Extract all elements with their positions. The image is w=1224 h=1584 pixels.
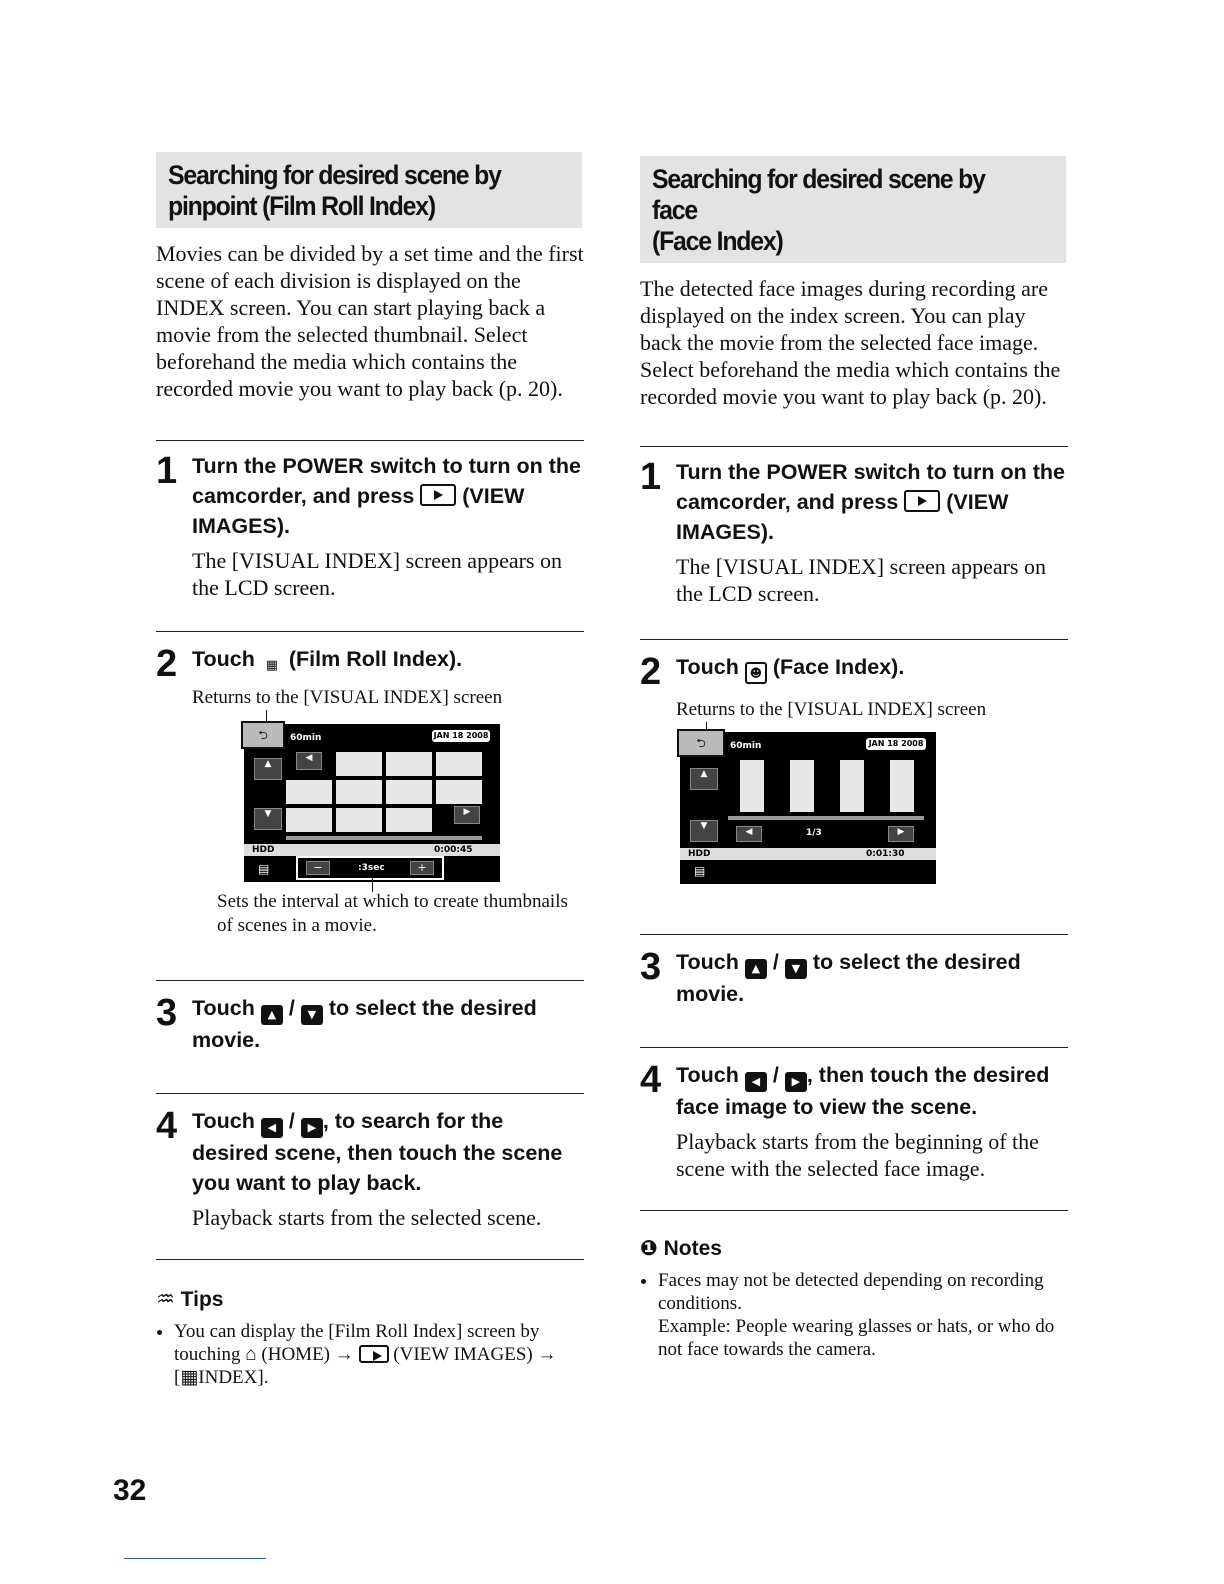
interval-control xyxy=(296,856,444,880)
step-number: 1 xyxy=(156,450,178,492)
divider xyxy=(640,934,1068,935)
date-label: JAN 18 2008 xyxy=(433,731,489,740)
step-title: Touch ☻ (Face Index). xyxy=(676,652,1068,684)
media-label: HDD xyxy=(688,849,711,859)
interval-minus-button[interactable]: − xyxy=(306,861,330,875)
film-icon: ▤ xyxy=(694,864,706,878)
caption-interval: Sets the interval at which to create thumbnails of scenes in a movie. xyxy=(217,891,568,936)
next-button[interactable]: ▶ xyxy=(454,806,480,824)
left-step-3 xyxy=(156,993,584,1055)
divider xyxy=(640,1210,1068,1211)
step-number: 3 xyxy=(640,946,662,988)
step-body: Playback starts from the selected scene. xyxy=(192,1205,542,1230)
divider xyxy=(640,446,1068,447)
lightbulb-icon: ♒ xyxy=(156,1288,175,1311)
up-button[interactable]: ▲ xyxy=(254,758,282,780)
divider xyxy=(156,631,584,632)
return-button[interactable]: ⮌ xyxy=(677,729,725,757)
thumbnail[interactable] xyxy=(286,808,332,832)
view-images-icon xyxy=(420,484,456,506)
right-heading-box xyxy=(640,156,1066,263)
divider xyxy=(156,1259,584,1260)
divider xyxy=(156,440,584,441)
face-thumbnail[interactable] xyxy=(840,760,864,812)
tips-title: ♒ Tips xyxy=(156,1288,224,1311)
page-indicator: 1/3 xyxy=(806,828,822,838)
date-label: JAN 18 2008 xyxy=(866,738,926,750)
down-arrow-icon: ▼ xyxy=(785,959,807,979)
timeline-bar xyxy=(728,816,924,820)
right-heading xyxy=(652,164,1024,257)
media-label: HDD xyxy=(252,845,275,855)
right-intro: The detected face images during recording are displayed on the index screen. You can play back the movie from the selected face image. Select beforehand the media which contains the recorded movie you want to play back (p. 20). xyxy=(640,276,1061,409)
thumbnail[interactable] xyxy=(336,780,382,804)
time-label: 0:01:30 xyxy=(866,849,905,859)
tip-item: • You can display the [Film Roll Index] screen by touching ⌂ (HOME) → (VIEW IMAGES) → [▦INDEX]. xyxy=(174,1320,584,1389)
step-number: 3 xyxy=(156,992,178,1034)
return-button[interactable]: ⮌ xyxy=(241,721,285,749)
next-button[interactable]: ▶ xyxy=(888,826,914,842)
thumbnail[interactable] xyxy=(436,752,482,776)
thumbnail[interactable] xyxy=(336,752,382,776)
step-title: Touch ▲ / ▼ to select the desired movie. xyxy=(676,950,1021,1006)
interval-label: :3sec xyxy=(358,863,385,873)
view-images-icon xyxy=(359,1345,389,1363)
divider xyxy=(640,1047,1068,1048)
right-heading-line1: Searching for desired scene by face xyxy=(652,164,985,225)
step-body: Playback starts from the beginning of the scene with the selected face image. xyxy=(676,1129,1039,1181)
left-step-2 xyxy=(156,644,584,938)
thumbnail[interactable] xyxy=(386,808,432,832)
face-thumbnail[interactable] xyxy=(890,760,914,812)
right-step-4 xyxy=(640,1060,1068,1182)
left-step-1 xyxy=(156,451,584,601)
film-roll-index-icon: ▦ xyxy=(261,656,283,676)
right-arrow-icon: ▶ xyxy=(785,1072,807,1092)
step-number: 2 xyxy=(640,651,662,693)
face-thumbnail[interactable] xyxy=(790,760,814,812)
left-arrow-icon: ◀ xyxy=(745,1072,767,1092)
capacity-label: 60min xyxy=(730,741,762,751)
view-images-icon xyxy=(904,490,940,512)
home-icon: ⌂ xyxy=(245,1344,257,1365)
step-body: The [VISUAL INDEX] screen appears on the LCD screen. xyxy=(192,548,562,600)
step-number: 2 xyxy=(156,643,178,685)
step-number: 1 xyxy=(640,456,662,498)
left-step-4 xyxy=(156,1106,584,1231)
right-step-2 xyxy=(640,652,1068,894)
left-heading xyxy=(168,160,540,222)
step-title: Touch ▲ / ▼ to select the desired movie. xyxy=(192,996,537,1052)
divider xyxy=(156,980,584,981)
step-title: Turn the POWER switch to turn on the camcorder, and press (VIEW IMAGES). xyxy=(676,460,1065,544)
up-arrow-icon: ▲ xyxy=(745,959,767,979)
divider xyxy=(640,639,1068,640)
thumbnail[interactable] xyxy=(336,808,382,832)
capacity-label: 60min xyxy=(290,733,322,743)
step-title: Touch ▦ (Film Roll Index). xyxy=(192,644,584,676)
notes-icon: ❶ xyxy=(640,1237,658,1260)
step-body: The [VISUAL INDEX] screen appears on the LCD screen. xyxy=(676,554,1046,606)
step-title: Turn the POWER switch to turn on the camcorder, and press (VIEW IMAGES). xyxy=(192,454,581,538)
down-button[interactable]: ▼ xyxy=(690,820,718,842)
thumbnail[interactable] xyxy=(386,780,432,804)
notes-title: ❶ Notes xyxy=(640,1237,722,1260)
up-button[interactable]: ▲ xyxy=(690,768,718,790)
step-title: Touch ◀ / ▶ , then touch the desired face image to view the scene. xyxy=(676,1063,1050,1119)
film-roll-index-icon: ▦ xyxy=(180,1367,199,1388)
divider xyxy=(156,1093,584,1094)
step-number: 4 xyxy=(640,1059,662,1101)
film-roll-index-screen xyxy=(244,724,500,882)
left-arrow-icon: ◀ xyxy=(261,1118,283,1138)
time-label: 0:00:45 xyxy=(434,845,473,855)
face-thumbnail[interactable] xyxy=(740,760,764,812)
down-arrow-icon: ▼ xyxy=(301,1005,323,1025)
step-number: 4 xyxy=(156,1105,178,1147)
left-heading-line2: pinpoint (Film Roll Index) xyxy=(168,191,435,221)
down-button[interactable]: ▼ xyxy=(254,808,282,830)
face-index-screen xyxy=(680,732,936,884)
step-title: Touch ◀ / ▶ , to search for the desired scene, then touch the scene you want to play back. xyxy=(192,1109,563,1195)
interval-plus-button[interactable]: + xyxy=(410,861,434,875)
left-heading-box xyxy=(156,152,582,228)
thumbnail[interactable] xyxy=(286,780,332,804)
left-heading-line1: Searching for desired scene by xyxy=(168,160,501,190)
left-intro: Movies can be divided by a set time and the first scene of each division is displayed on the INDEX screen. You can start playing back a movie from the selected thumbnail. Select beforehand the media which contains the recorded movie you want to play back (p. 20). xyxy=(156,241,584,401)
caption-return: Returns to the [VISUAL INDEX] screen xyxy=(676,699,987,720)
right-column xyxy=(640,152,1068,1361)
thumbnail[interactable] xyxy=(436,780,482,804)
right-arrow-icon: ▶ xyxy=(301,1118,323,1138)
footer-rule xyxy=(124,1558,266,1559)
right-step-3 xyxy=(640,947,1068,1009)
face-index-icon: ☻ xyxy=(745,662,767,684)
note-item: • Faces may not be detected depending on recording conditions. Example: People wearing glasses or hats, or who do not face towards the camera. xyxy=(658,1269,1068,1361)
caption-return: Returns to the [VISUAL INDEX] screen xyxy=(192,687,503,708)
right-step-1 xyxy=(640,457,1068,607)
left-column xyxy=(156,152,584,1389)
notes-section xyxy=(640,1235,1068,1361)
page-number: 32 xyxy=(113,1474,147,1507)
tips-section xyxy=(156,1286,584,1389)
prev-button[interactable]: ◀ xyxy=(296,752,322,770)
right-heading-line2: (Face Index) xyxy=(652,226,783,256)
prev-button[interactable]: ◀ xyxy=(736,826,762,842)
thumbnail[interactable] xyxy=(386,752,432,776)
up-arrow-icon: ▲ xyxy=(261,1005,283,1025)
film-icon: ▤ xyxy=(258,862,270,876)
timeline-bar xyxy=(286,836,482,840)
